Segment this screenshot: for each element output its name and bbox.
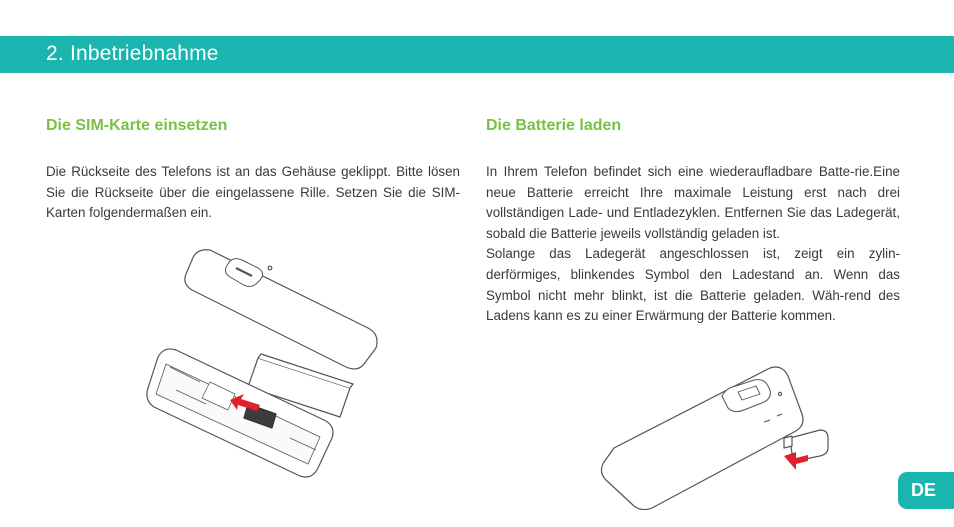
sim-card-instructions	[46, 162, 460, 224]
charging-illustration	[594, 360, 834, 510]
sim-card-section	[46, 117, 460, 224]
sim-card-heading: Die SIM-Karte einsetzen	[46, 117, 228, 134]
section-header-bar	[0, 36, 954, 73]
battery-heading: Die Batterie laden	[486, 117, 622, 134]
language-badge-label: DE	[911, 480, 937, 500]
section-title: 2. Inbetriebnahme	[46, 42, 219, 65]
battery-section	[486, 117, 900, 327]
phone-back-shape	[601, 367, 803, 510]
language-badge	[898, 472, 954, 509]
sim-card-paragraph: Die Rückseite des Telefons ist an das Gehäuse geklippt. Bitte lösen Sie die Rückseite über die eingelassene Rille. Setzen Sie die SIM-Karten folgendermaßen ein.	[46, 164, 460, 221]
battery-instructions	[486, 162, 900, 327]
back-cover-shape	[185, 250, 377, 369]
battery-paragraph-2: Solange das Ladegerät angeschlossen ist, zeigt ein zylin-derförmiges, blinkendes Symbol den Ladestand an. Wenn das Symbol nicht mehr blinkt, ist die Batterie geladen. Wäh-rend des Ladens kann es zu einer Erwärmung der Batterie kommen.	[486, 246, 900, 324]
sim-insertion-illustration	[140, 242, 380, 497]
battery-paragraph-1: In Ihrem Telefon befindet sich eine wiederaufladbare Batte-rie.Eine neue Batterie erreicht Ihre maximale Leistung erst nach drei vollständigen Lade- und Entladezyklen. Entfernen Sie das Ladegerät, sobald die Batterie jeweils vollständig geladen ist.	[486, 164, 900, 241]
